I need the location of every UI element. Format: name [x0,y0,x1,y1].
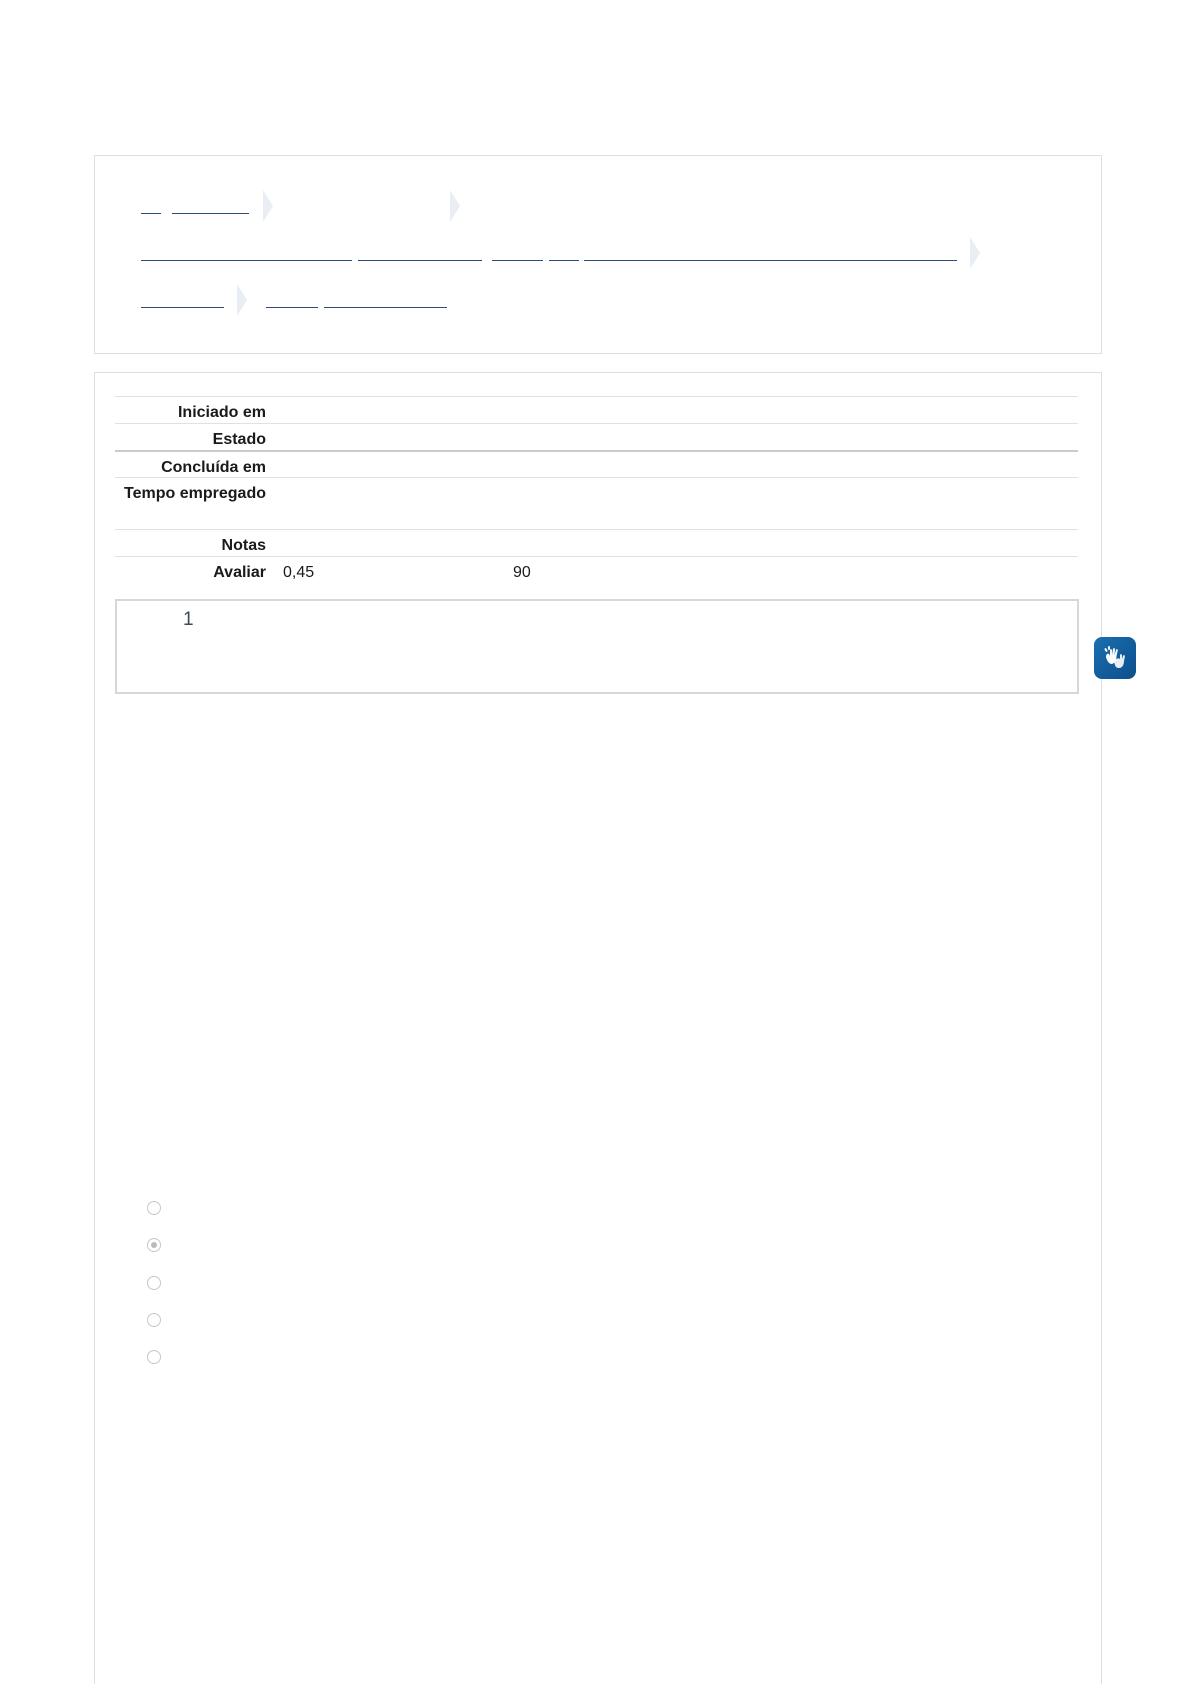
question-number: 1 [183,609,194,630]
summary-row-started [115,396,1078,423]
answer-option-radio-selected[interactable] [147,1238,161,1252]
summary-row-marks [115,529,1078,556]
breadcrumb-separator-icon [263,190,273,222]
breadcrumb [94,155,1102,354]
breadcrumb-link-course[interactable] [141,260,352,261]
summary-row-state [115,423,1078,450]
answer-option-radio[interactable] [147,1201,161,1215]
breadcrumb-link-section[interactable] [492,260,543,261]
breadcrumb-separator-icon [970,237,980,269]
summary-label: Tempo empregado [124,485,266,502]
summary-label: Notas [221,537,266,554]
summary-value-max: 90 [513,564,531,581]
breadcrumb-link-review-part[interactable] [324,307,447,308]
summary-row-time-taken [115,477,1078,529]
summary-label: Iniciado em [177,404,266,421]
sign-language-hands-icon [1101,644,1129,672]
answer-option-radio[interactable] [147,1350,161,1364]
question-info-box [115,599,1079,694]
breadcrumb-link-home[interactable] [141,213,161,214]
sign-language-button[interactable] [1094,637,1136,679]
breadcrumb-link-section-title[interactable] [584,260,957,261]
breadcrumb-link-quiz[interactable] [141,307,224,308]
breadcrumb-separator-icon [237,284,247,316]
breadcrumb-link-dashboard[interactable] [172,213,249,214]
breadcrumb-link-section-part[interactable] [549,260,579,261]
breadcrumb-separator-icon [450,190,460,222]
summary-row-completed [115,450,1078,477]
answer-option-radio[interactable] [147,1313,161,1327]
summary-value: 0,45 [283,564,315,581]
breadcrumb-link-review[interactable] [266,307,318,308]
answer-option-radio[interactable] [147,1276,161,1290]
summary-label: Estado [212,431,266,448]
summary-row-grade [115,556,1078,583]
summary-label: Avaliar [213,564,266,581]
breadcrumb-link-course-part[interactable] [358,260,482,261]
attempt-summary-table [115,396,1078,583]
summary-label: Concluída em [161,459,266,476]
